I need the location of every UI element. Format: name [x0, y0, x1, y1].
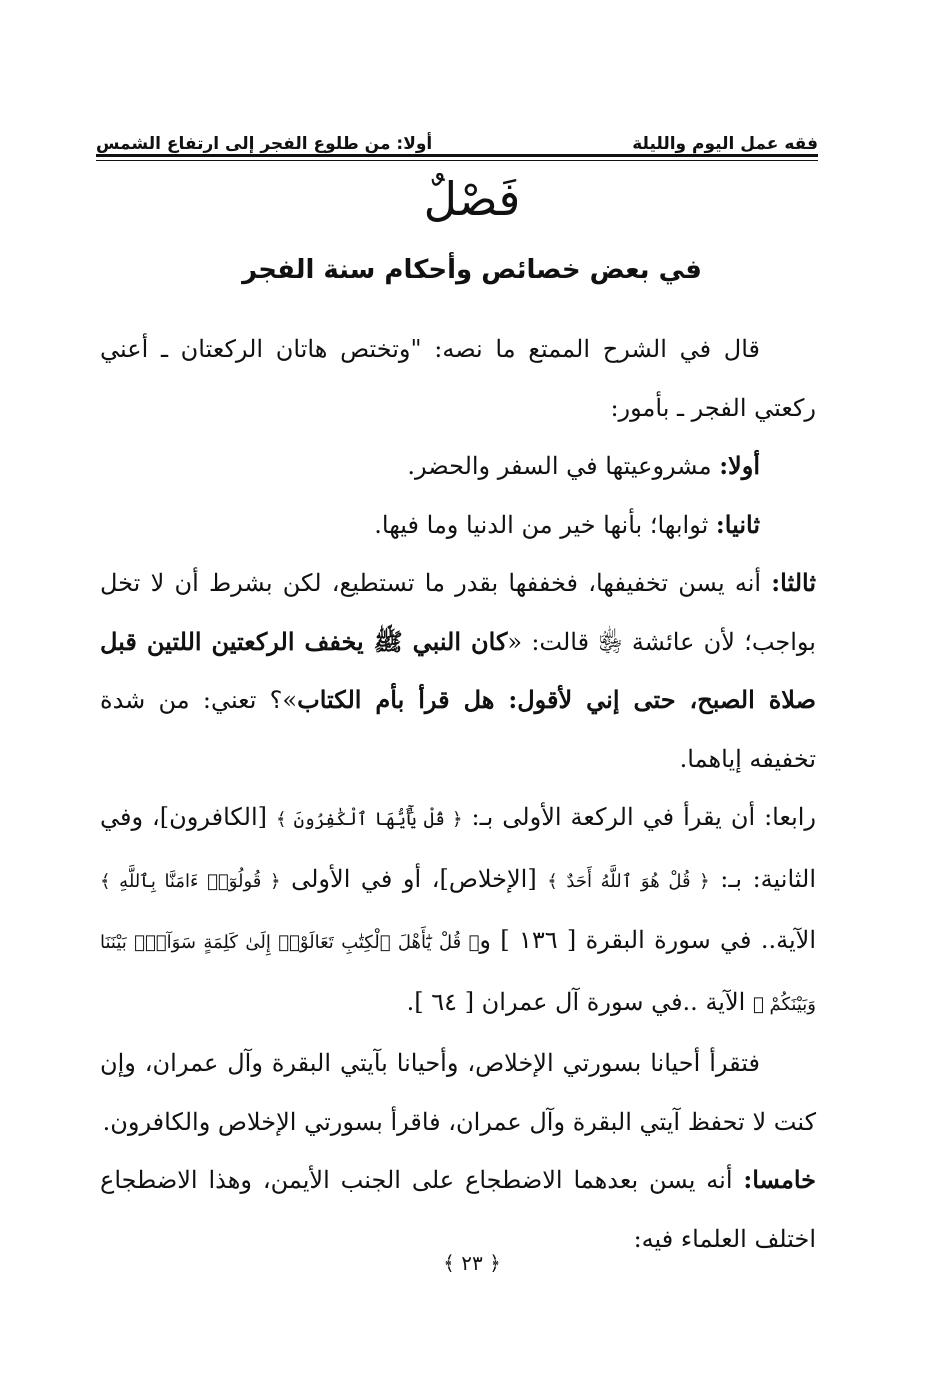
point-third-text-1: أنه يسن تخفيفها، فخففها بقدر ما تستطيع، لكن بشرط أن لا تخل بواجب؛ لأن عائشة ﵂ قالت: «	[100, 569, 816, 656]
section-word: فَصْلٌ	[423, 172, 521, 226]
body-text	[100, 320, 816, 1268]
point-third	[100, 554, 816, 788]
point-second-text: ثوابها؛ بأنها خير من الدنيا وما فيها.	[374, 510, 716, 539]
point-first	[100, 437, 816, 496]
header-rule-thin	[96, 160, 818, 161]
page-number: ﴿ ٢٣ ﴾	[443, 1251, 501, 1275]
point-first-label: أولا:	[719, 451, 760, 480]
point-first-text: مشروعيتها في السفر والحضر.	[407, 452, 720, 480]
point-fifth-label: خامسا:	[743, 1165, 816, 1194]
point-fourth	[100, 788, 816, 1034]
point-third-text-2: »؟ تعني: من شدة تخفيفه إياهما.	[100, 686, 816, 773]
point-fourth-text-5: الآية ..في سورة آل عمران [ ٦٤ ].	[406, 987, 753, 1016]
alternate-paragraph: فتقرأ أحيانا بسورتي الإخلاص، وأحيانا بآيتي البقرة وآل عمران، وإن كنت لا تحفظ آيتي البقرة وآل عمران، فاقرأ بسورتي الإخلاص والكافرون.	[100, 1049, 816, 1136]
point-fourth-text-4: الآية.. في سورة البقرة [ ١٣٦ ] و	[479, 926, 816, 954]
intro-paragraph: قال في الشرح الممتع ما نصه: "وتختص هاتان الركعتان ـ أعني ركعتي الفجر ـ بأمور:	[100, 335, 816, 422]
hadith-quote: كان النبي ﷺ يخفف الركعتين اللتين قبل صلاة الصبح، حتى إني لأقول: هل قرأ بأم الكتاب	[100, 626, 816, 714]
point-fourth-text-1: رابعا: أن يقرأ في الركعة الأولى بـ:	[462, 803, 817, 831]
point-fifth-text: أنه يسن بعدهما الاضطجاع على الجنب الأيمن، وهذا الاضطجاع اختلف العلماء فيه:	[100, 1166, 816, 1253]
point-third-label: ثالثا:	[771, 568, 816, 597]
section-title: في بعض خصائص وأحكام سنة الفجر	[242, 255, 702, 285]
point-second-label: ثانيا:	[715, 509, 760, 539]
point-second	[100, 496, 816, 555]
point-fourth-text-2: [الكافرون]، وفي الثانية: بـ:	[100, 803, 817, 893]
point-fourth-text-3: [الإخلاص]، أو في الأولى	[280, 864, 548, 893]
quran-verse-baqarah: ﴿ قُولُوٓا۟ ءَامَنَّا بِٱللَّهِ ﴾	[100, 870, 281, 892]
quran-verse-kafirun: ﴿ قُلْ يَٰٓأَيُّهَا ٱلْكَٰفِرُونَ ﴾	[276, 809, 463, 830]
chapter-title: أولا: من طلوع الفجر إلى ارتفاع الشمس	[96, 134, 433, 154]
header-rule	[96, 154, 818, 157]
book-title: فقه عمل اليوم والليلة	[632, 134, 818, 154]
running-header	[96, 124, 818, 154]
quran-verse-al-imran: ﴿ قُلْ يَٰٓأَهْلَ ٱلْكِتَٰبِ تَعَالَوْا۟ إِلَىٰ كَلِمَةٍ سَوَآءٍۭ بَيْنَنَا وَبَيْنَكُمْ ﴾	[100, 932, 816, 1015]
quran-verse-ikhlas: ﴿ قُلْ هُوَ ٱللَّهُ أَحَدٌ ﴾	[547, 870, 710, 892]
